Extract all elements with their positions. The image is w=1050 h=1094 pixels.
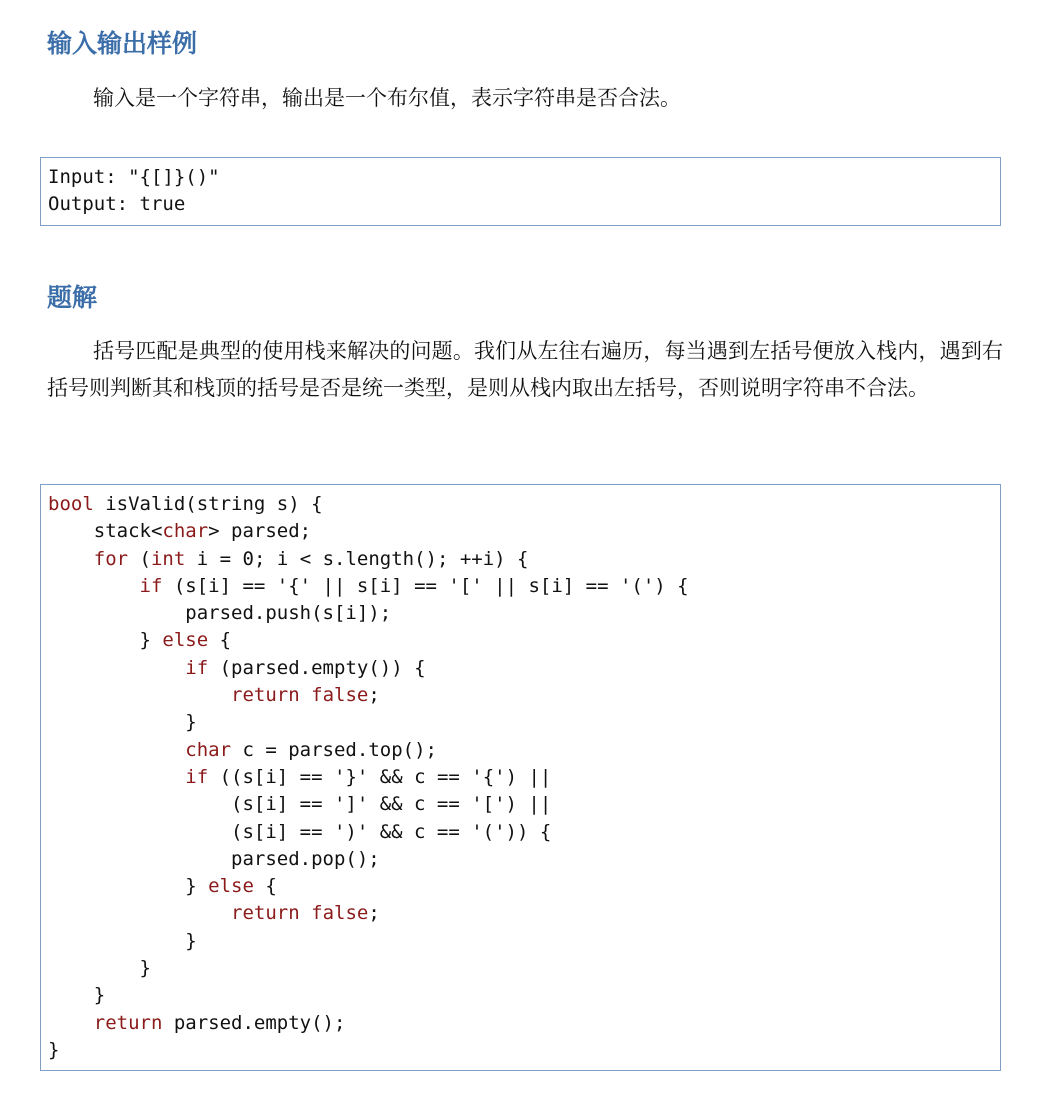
code-line: return false; [231, 902, 380, 925]
code-keyword: if [185, 765, 209, 788]
code-keyword: false [311, 684, 369, 707]
code-line: return parsed.empty(); [93, 1011, 346, 1034]
io-section-title: 输入输出样例 [47, 29, 198, 58]
code-line: } [48, 711, 197, 734]
code-keyword: return [93, 1011, 163, 1034]
code-line: (s[i] == ')' && c == '(')) { [48, 820, 552, 843]
code-line: if (s[i] == '{' || s[i] == '[' || s[i] == '(') { [139, 574, 689, 597]
io-example-line: Input: "{[]}()" [48, 166, 220, 188]
solution-section-description: 括号匹配是典型的使用栈来解决的问题。我们从左往右遍历，每当遇到左括号便放入栈内，遇到右括号则判断其和栈顶的括号是否是统一类型，是则从栈内取出左括号，否则说明字符串不合法。 [47, 339, 1003, 400]
code-keyword: bool [48, 493, 94, 515]
code-keyword: else [162, 629, 209, 652]
code-keyword: return [231, 684, 300, 707]
code-line: bool isValid(string s) { [48, 493, 323, 515]
code-line: if (parsed.empty()) { [185, 656, 426, 679]
code-line: if ((s[i] == '}' && c == '{') || [185, 765, 552, 788]
code-block [40, 484, 1001, 1071]
code-keyword: char [185, 738, 232, 761]
io-section-description: 输入是一个字符串，输出是一个布尔值，表示字符串是否合法。 [93, 86, 681, 110]
code-keyword: return [231, 902, 300, 925]
code-line: stack<char> parsed; [48, 520, 312, 543]
code-line: return false; [231, 684, 380, 707]
code-line: } [48, 929, 197, 952]
solution-section-title: 题解 [47, 283, 98, 312]
code-line: char c = parsed.top(); [185, 738, 437, 761]
io-example-block [40, 157, 1001, 226]
code-line: for (int i = 0; i < s.length(); ++i) { [93, 547, 529, 570]
code-keyword: int [150, 547, 186, 570]
code-line: (s[i] == ']' && c == '[') || [48, 793, 552, 816]
code-line: parsed.push(s[i]); [48, 602, 392, 625]
code-line: } else { [48, 875, 277, 898]
code-keyword: if [185, 656, 209, 679]
code-line: } [48, 1038, 60, 1061]
code-line: } [48, 957, 151, 980]
code-line: parsed.pop(); [48, 847, 380, 870]
code-line: } [48, 984, 106, 1007]
code-line: } else { [48, 629, 232, 652]
code-keyword: char [162, 520, 209, 543]
code-keyword: for [93, 547, 129, 570]
io-example-line: Output: true [48, 193, 186, 216]
code-keyword: else [208, 875, 254, 898]
code-keyword: false [311, 902, 369, 925]
code-keyword: if [139, 574, 163, 597]
